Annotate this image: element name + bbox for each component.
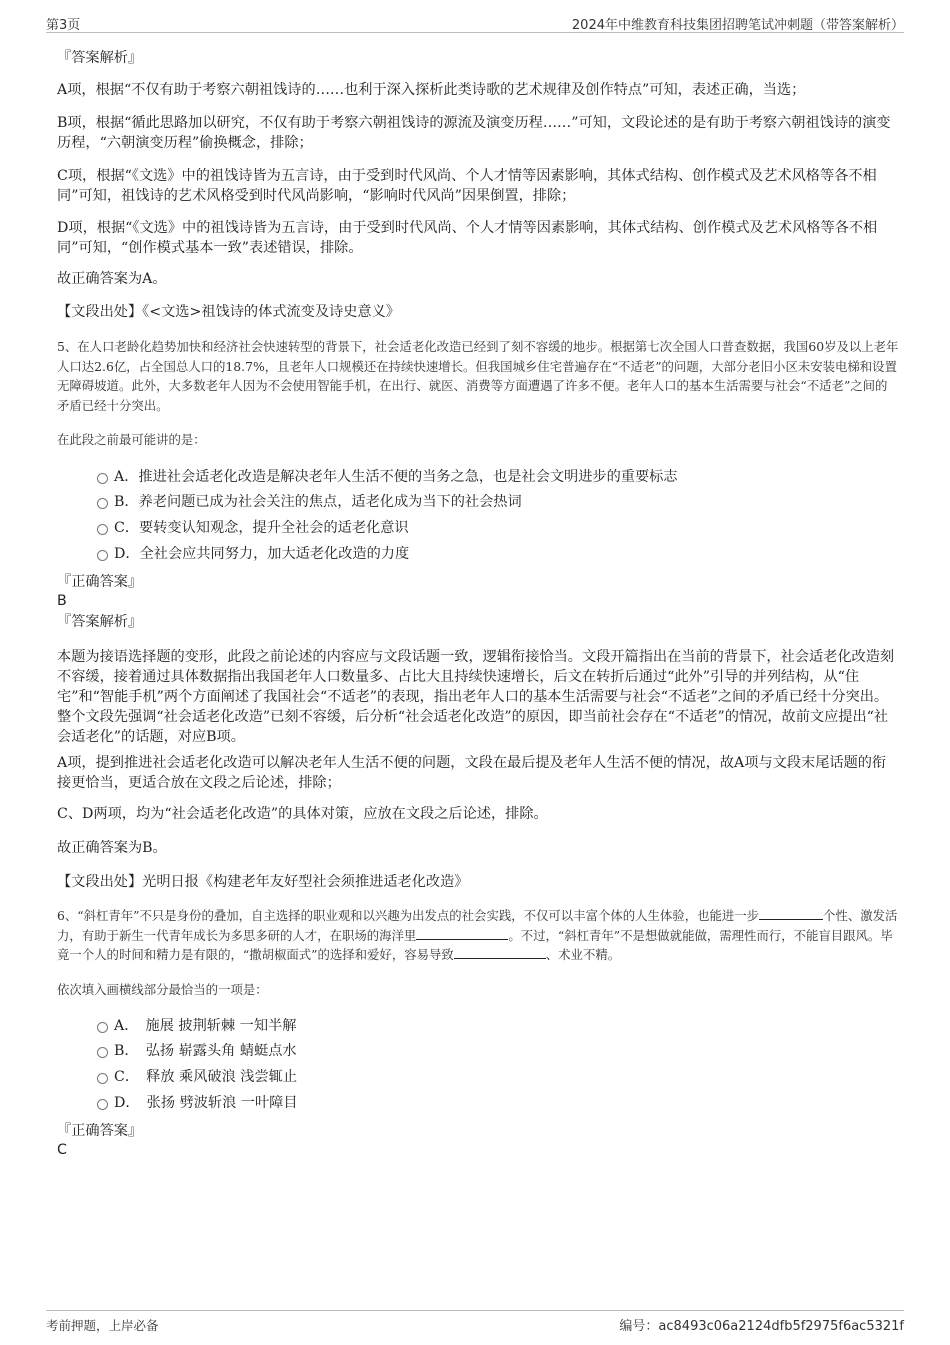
analysis-heading: 『答案解析』 [57,614,143,630]
analysis-option-c: C项，根据“《文选》中的祖饯诗皆为五言诗，由于受到时代风尚、个人才情等因素影响，其体式结构、创作模式及艺术风格等各不相同”可知，祖饯诗的艺术风格受到时代风尚影响，“影响时代风尚”因果倒置，排除； [57,168,877,204]
question-6-stem: 6、“斜杠青年”不只是身份的叠加，自主选择的职业观和以兴趣为出发点的社会实践，不仅可以丰富个体的人生体验，也能进一步 个性、激发活力，有助于新生一代青年成长为多思多研的人才，在职场的海洋里 。不过，“斜杠青年”不是想做就能做，需理性而行，不能盲目跟风。毕竟一个人的时间和精力是有限的，“撒胡椒面式”的选择和爱好，容易导致 、术业不精。 [57,908,898,962]
radio-icon[interactable] [97,1022,108,1033]
radio-icon[interactable] [97,550,108,561]
analysis-heading: 『答案解析』 [57,50,143,66]
correct-answer: C [57,1142,67,1158]
page-header [46,10,904,33]
analysis-conclusion: 故正确答案为B。 [57,840,167,856]
analysis-option-a: A项，提到推进社会适老化改造可以解决老年人生活不便的问题，文段在最后提及老年人生活不便的情况，故A项与文段末尾话题的衔接更恰当，更适合放在文段之后论述，排除； [57,755,887,791]
document-title: 2024年中维教育科技集团招聘笔试冲刺题（带答案解析） [571,18,904,33]
option-label: A．推进社会适老化改造是解决老年人生活不便的当务之急，也是社会文明进步的重要标志 [114,469,678,485]
analysis-option-d: D项，根据“《文选》中的祖饯诗皆为五言诗，由于受到时代风尚、个人才情等因素影响，其体式结构、创作模式及艺术风格等各不相同”可知，“创作模式基本一致”表述错误，排除。 [57,220,878,256]
radio-icon[interactable] [97,498,108,509]
option-label: B．养老问题已成为社会关注的焦点，适老化成为当下的社会热词 [114,494,522,510]
page-footer [46,1310,904,1337]
fill-blank [759,907,823,920]
option-label: C． 释放 乘风破浪 浅尝辄止 [114,1069,298,1085]
option-label: A． 施展 披荆斩棘 一知半解 [114,1018,297,1034]
option-label: C．要转变认知观念，提升全社会的适老化意识 [114,520,409,536]
fill-blank [454,946,546,959]
correct-answer-heading: 『正确答案』 [57,1123,143,1139]
option-label: D．全社会应共同努力，加大适老化改造的力度 [114,546,410,562]
footer-slogan: 考前押题，上岸必备 [46,1318,159,1333]
analysis-options-cd: C、D两项，均为“社会适老化改造”的具体对策，应放在文段之后论述，排除。 [57,806,548,822]
code-label: 编号： [619,1319,659,1334]
question-5-prompt: 在此段之前最可能讲的是： [57,432,206,447]
document-code [619,1315,904,1334]
option-label: B． 弘扬 崭露头角 蜻蜓点水 [114,1043,297,1059]
analysis-option-b: B项，根据“循此思路加以研究，不仅有助于考察六朝祖饯诗的源流及演变历程……”可知，文段论述的是有助于考察六朝祖饯诗的演变历程，“六朝演变历程”偷换概念，排除； [57,115,891,151]
radio-icon[interactable] [97,1073,108,1084]
fill-blank [416,927,508,940]
passage-source: 【文段出处】《<文选>祖饯诗的体式流变及诗史意义》 [57,304,400,320]
radio-icon[interactable] [97,524,108,535]
passage-source: 【文段出处】光明日报《构建老年友好型社会须推进适老化改造》 [57,874,469,890]
radio-icon[interactable] [97,1047,108,1058]
correct-answer: B [57,593,67,609]
question-6-prompt: 依次填入画横线部分最恰当的一项是： [57,982,268,997]
page-number: 第3页 [46,18,81,33]
analysis-option-a: A项，根据“不仅有助于考察六朝祖饯诗的……也利于深入探析此类诗歌的艺术规律及创作特点”可知，表述正确，当选； [57,82,806,98]
code-value: ac8493c06a2124dfb5f2975f6ac5321f [658,1319,904,1334]
radio-icon[interactable] [97,473,108,484]
correct-answer-heading: 『正确答案』 [57,574,143,590]
analysis-main: 本题为接语选择题的变形，此段之前论述的内容应与文段话题一致，逻辑衔接恰当。文段开篇指出在当前的背景下，社会适老化改造刻不容缓，接着通过具体数据指出我国老年人口数量多、占比大且持续快速增长，后文在转折后通过“此外”引导的并列结构，从“住宅”和“智能手机”两个方面阐述了我国社会“不适老”的表现，指出老年人口的基本生活需要与社会“不适老”之间的矛盾已经十分突出。整个文段先强调“社会适老化改造”已刻不容缓，后分析“社会适老化改造”的原因，即当前社会存在“不适老”的情况，故前文应提出“社会适老化”的话题，对应B项。 [57,649,895,745]
option-label: D． 张扬 劈波斩浪 一叶障目 [114,1095,298,1111]
radio-icon[interactable] [97,1099,108,1110]
analysis-conclusion: 故正确答案为A。 [57,271,167,287]
question-5-stem: 5、在人口老龄化趋势加快和经济社会快速转型的背景下，社会适老化改造已经到了刻不容缓的地步。根据第七次全国人口普查数据，我国60岁及以上老年人口达2.6亿，占全国总人口的18.7%，且老年人口规模还在持续快速增长。但我国城乡住宅普遍存在“不适老”的问题，大部分老旧小区未安装电梯和设置无障碍坡道。此外，大多数老年人因为不会使用智能手机，在出行、就医、消费等方面遭遇了许多不便。老年人口的基本生活需要与社会“不适老”之间的矛盾已经十分突出。 [57,339,899,413]
